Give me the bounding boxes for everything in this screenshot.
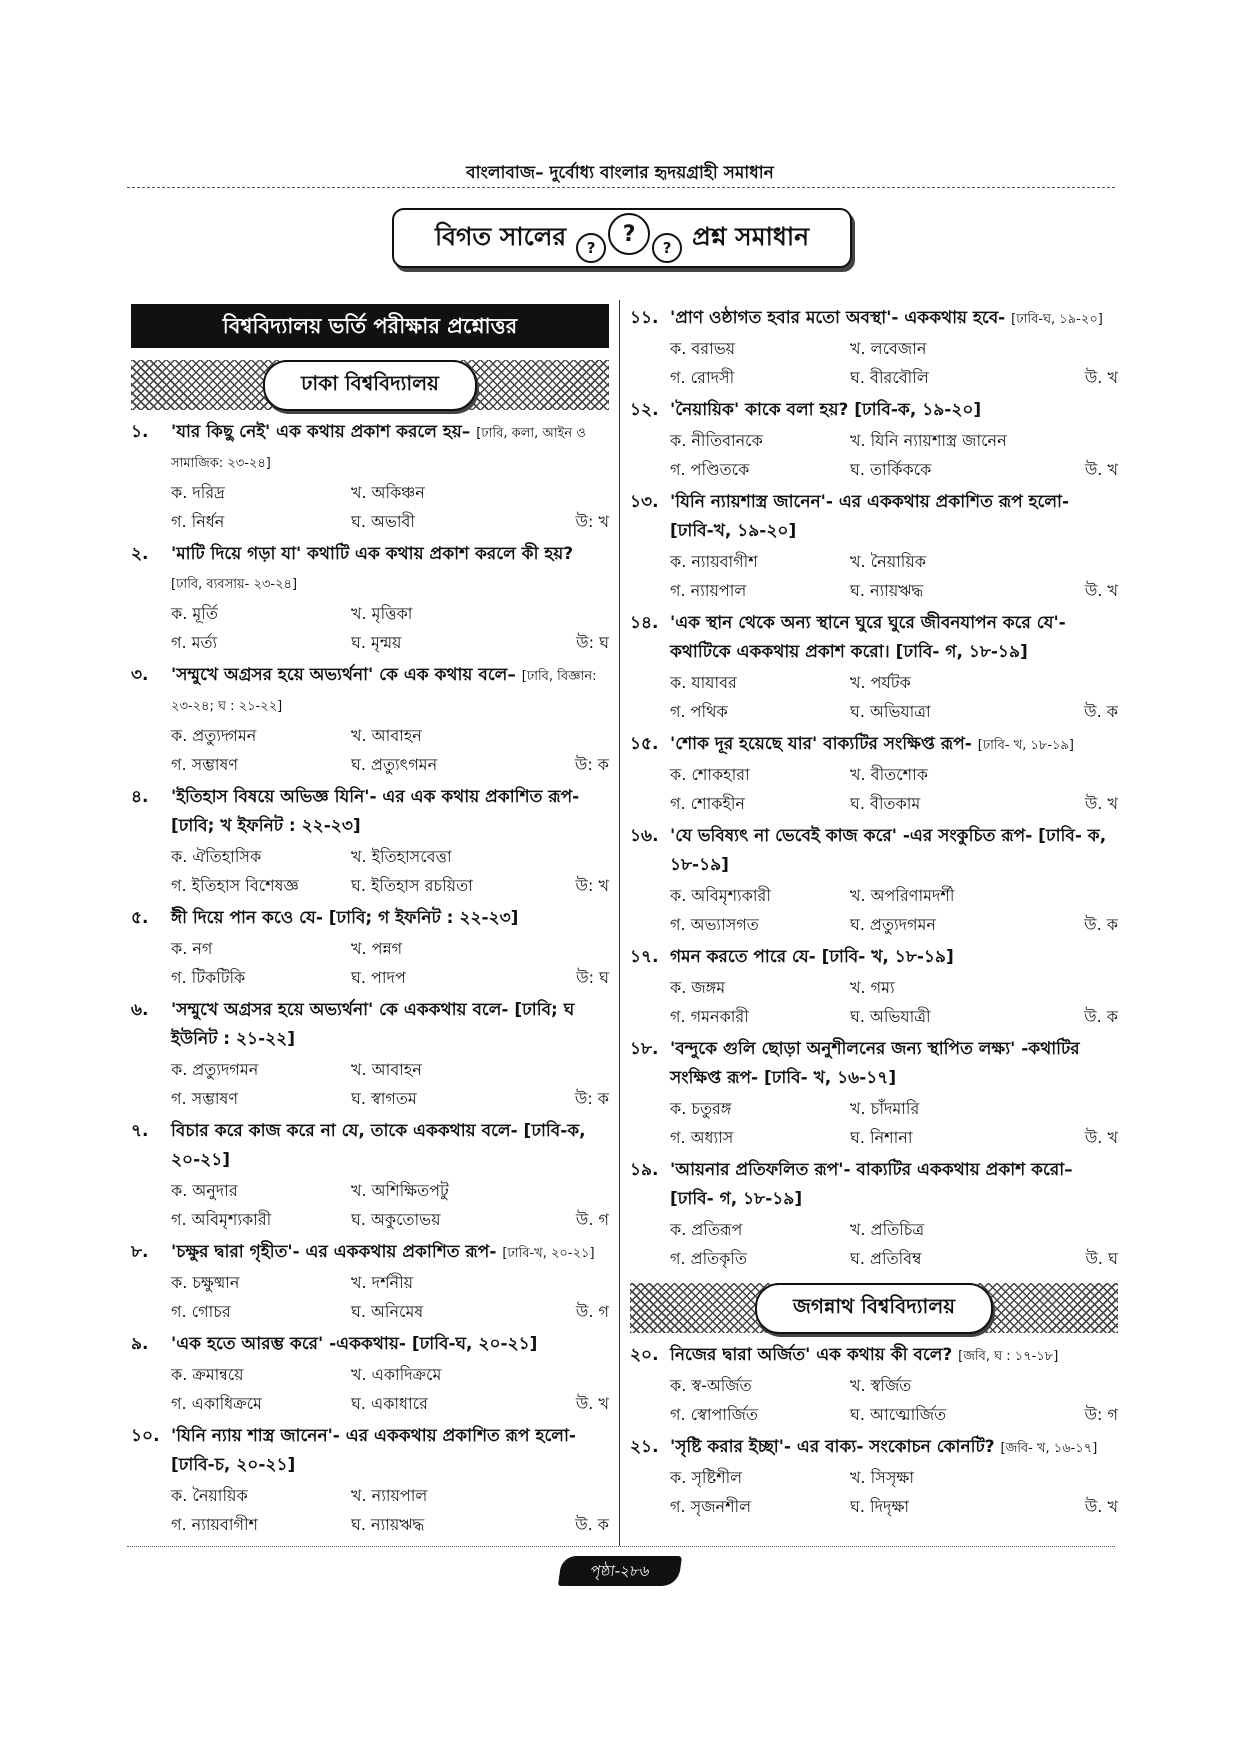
option-c: গ. রোদসী xyxy=(670,368,735,387)
question-number: ১৭. xyxy=(630,947,659,967)
option-a: ক. যাযাবর xyxy=(670,673,737,692)
option-d: ঘ. অভিযাত্রী xyxy=(850,1007,931,1026)
answer-label: উ: ক xyxy=(574,1089,609,1108)
option-d: ঘ. ন্যায়ঋদ্ধ xyxy=(850,581,924,600)
option-a: ক. শোকহারা xyxy=(670,765,750,784)
option-a: ক. বরাভয় xyxy=(670,339,736,358)
option-b: খ. অশিক্ষিতপটু xyxy=(351,1181,449,1200)
question-source: [ঢাবি-ঘ, ১৯-২০] xyxy=(1011,312,1103,327)
university-heading-dhaka xyxy=(131,360,609,410)
option-d: ঘ. একাধারে xyxy=(351,1394,428,1413)
question-item xyxy=(131,540,609,657)
option-a: ক. নৈয়ায়িক xyxy=(171,1486,248,1505)
option-d: ঘ. ইতিহাস রচয়িতা xyxy=(351,876,473,895)
question-item xyxy=(131,996,609,1113)
answer-label: উ. গ xyxy=(575,1210,609,1229)
big-bubble-icon: ? xyxy=(608,213,650,255)
answer-label: উ: ঘ xyxy=(576,633,609,652)
answer-label: উ. ক xyxy=(1084,1007,1118,1026)
option-d: ঘ. ন্যায়ঋদ্ধ xyxy=(351,1515,425,1534)
option-a: ক. জঙ্গম xyxy=(670,978,726,997)
chapter-banner xyxy=(392,208,852,268)
option-d: ঘ. তার্কিককে xyxy=(850,460,932,479)
question-number: ২. xyxy=(131,544,149,564)
answer-label: উ. ক xyxy=(575,1515,609,1534)
option-b: খ. বীতশোক xyxy=(850,765,928,784)
question-item xyxy=(630,609,1118,726)
option-d: ঘ. প্রতিবিম্ব xyxy=(850,1249,922,1268)
option-a: ক. মূর্তি xyxy=(171,604,218,623)
option-c: গ. শোকহীন xyxy=(670,794,745,813)
question-list-jagannath xyxy=(630,1341,1118,1521)
question-source: [ঢাবি, বিজ্ঞান: ২৩-২৪; ঘ : ২১-২২] xyxy=(171,669,597,714)
column-divider xyxy=(619,300,620,1546)
question-number: ১০. xyxy=(131,1426,160,1446)
question-source: [ঢাবি- খ, ১৮-১৯] xyxy=(977,738,1074,753)
question-number: ১. xyxy=(131,422,149,442)
option-c: গ. নির্ধন xyxy=(171,512,225,531)
option-a: ক. প্রত্যুদগমন xyxy=(171,1060,259,1079)
question-source: [ঢাবি, কলা, আইন ও সামাজিক: ২৩-২৪] xyxy=(171,426,586,471)
right-column xyxy=(630,304,1118,1525)
small-bubble-icon: ? xyxy=(576,233,606,263)
option-c: গ. সম্ভাষণ xyxy=(171,755,239,774)
option-a: ক. নীতিবানকে xyxy=(670,431,763,450)
question-text: 'আয়নার প্রতিফলিত রূপ'- বাক্যটির এককথায় প্রকাশ করো– [ঢাবি- গ, ১৮-১৯] xyxy=(670,1160,1073,1209)
option-c: গ. প্রতিকৃতি xyxy=(670,1249,747,1268)
question-item xyxy=(131,1117,609,1234)
question-text: 'এক স্থান থেকে অন্য স্থানে ঘুরে ঘুরে জীবনযাপন করে যে'- কথাটিকে এককথায় প্রকাশ করো। [ঢাবি- গ, ১৮-১৯] xyxy=(670,613,1066,662)
question-source: [জবি- খ, ১৬-১৭] xyxy=(1000,1441,1098,1456)
answer-label: উ. খ xyxy=(1084,460,1118,479)
question-text: 'এক হতে আরম্ভ করে' -এককথায়- [ঢাবি-ঘ, ২০-২১] xyxy=(171,1334,538,1354)
question-text: 'শোক দূর হয়েছে যার' বাক্যটির সংক্ষিপ্ত রূপ- [ঢাবি- খ, ১৮-১৯] xyxy=(670,734,1074,754)
answer-label: উ: খ xyxy=(575,512,609,531)
option-c: গ. স্বোপার্জিত xyxy=(670,1405,758,1424)
question-number: ১৯. xyxy=(630,1160,659,1180)
option-c: গ. গমনকারী xyxy=(670,1007,749,1026)
option-d: ঘ. অভিযাত্রা xyxy=(850,702,931,721)
option-c: গ. গোচর xyxy=(171,1302,231,1321)
header-divider xyxy=(127,187,1115,188)
option-b: খ. আবাহন xyxy=(351,1060,422,1079)
question-text: 'নৈয়ায়িক' কাকে বলা হয়? [ঢাবি-ক, ১৯-২০] xyxy=(670,400,982,420)
question-number: ৬. xyxy=(131,1000,149,1020)
footer-divider xyxy=(127,1546,1115,1547)
option-c: গ. অবিমৃশ্যকারী xyxy=(171,1210,272,1229)
section-title: বিশ্ববিদ্যালয় ভর্তি পরীক্ষার প্রশ্নোত্তর xyxy=(131,304,609,348)
question-item xyxy=(131,418,609,536)
question-number: ৪. xyxy=(131,787,149,807)
question-text: বিচার করে কাজ করে না যে, তাকে এককথায় বলে- [ঢাবি-ক, ২০-২১] xyxy=(171,1121,586,1170)
option-b: খ. প্রতিচিত্র xyxy=(850,1220,925,1239)
option-a: ক. প্রতিরূপ xyxy=(670,1220,743,1239)
option-b: খ. নৈয়ায়িক xyxy=(850,552,926,571)
question-item xyxy=(131,1238,609,1326)
question-item xyxy=(630,396,1118,484)
option-c: গ. ন্যায়পাল xyxy=(670,581,747,600)
question-text: ঈী দিয়ে পান কওে যে- [ঢাবি; গ ইফনিট : ২২-২৩] xyxy=(171,908,519,928)
running-header: বাংলাবাজ– দুর্বোধ্য বাংলার হৃদয়গ্রাহী সমাধান xyxy=(466,163,774,183)
question-item xyxy=(630,730,1118,818)
option-d: ঘ. বীতকাম xyxy=(850,794,921,813)
option-d: ঘ. পাদপ xyxy=(351,968,406,987)
option-a: ক. নগ xyxy=(171,939,213,958)
option-b: খ. পর্যটক xyxy=(850,673,911,692)
option-b: খ. দর্শনীয় xyxy=(351,1273,414,1292)
question-number: ৫. xyxy=(131,908,149,928)
option-b: খ. গম্য xyxy=(850,978,895,997)
question-text: 'যিনি ন্যায়শাস্ত্র জানেন'- এর এককথায় প্রকাশিত রূপ হলো- [ঢাবি-খ, ১৯-২০] xyxy=(670,492,1070,541)
option-a: ক. অবিমৃশ্যকারী xyxy=(670,886,771,905)
option-b: খ. ইতিহাসবেত্তা xyxy=(351,847,452,866)
page-number: পৃষ্ঠা-২৮৬ xyxy=(558,1556,682,1586)
answer-label: উ. খ xyxy=(1084,581,1118,600)
question-item xyxy=(630,943,1118,1031)
option-b: খ. লবেজান xyxy=(850,339,927,358)
option-a: ক. সৃষ্টিশীল xyxy=(670,1468,743,1487)
answer-label: উ. খ xyxy=(1084,368,1118,387)
option-a: ক. ক্রমান্বয়ে xyxy=(171,1365,244,1384)
option-c: গ. ন্যায়বাগীশ xyxy=(171,1515,258,1534)
question-source: [ঢাবি, ব্যবসায়- ২৩-২৪] xyxy=(171,577,298,592)
question-text: 'যে ভবিষ্যৎ না ভেবেই কাজ করে' -এর সংকুচিত রূপ- [ঢাবি- ক, ১৮-১৯] xyxy=(670,826,1107,875)
question-text: 'যার কিছু নেই' এক কথায় প্রকাশ করলে হয়– [ঢাবি, কলা, আইন ও সামাজিক: ২৩-২৪] xyxy=(171,422,586,471)
option-c: গ. মর্ত্য xyxy=(171,633,218,652)
question-number: ১৮. xyxy=(630,1039,659,1059)
option-d: ঘ. অকুতোভয় xyxy=(351,1210,441,1229)
option-b: খ. সিসৃক্ষা xyxy=(850,1468,914,1487)
question-text: 'চক্ষুর দ্বারা গৃহীত'- এর এককথায় প্রকাশিত রূপ- [ঢাবি-খ, ২০-২১] xyxy=(171,1242,595,1262)
option-d: ঘ. মৃন্ময় xyxy=(351,633,402,652)
question-list-left xyxy=(131,418,609,1539)
question-number: ৭. xyxy=(131,1121,149,1141)
question-text: 'প্রাণ ওষ্ঠাগত হবার মতো অবস্থা'- এককথায় হবে- [ঢাবি-ঘ, ১৯-২০] xyxy=(670,308,1103,328)
question-item xyxy=(131,904,609,992)
option-c: গ. পণ্ডিতকে xyxy=(670,460,750,479)
option-d: ঘ. আত্মোর্জিত xyxy=(850,1405,947,1424)
question-text: 'মাটি দিয়ে গড়া যা' কথাটি এক কথায় প্রকাশ করলে কী হয়? [ঢাবি, ব্যবসায়- ২৩-২৪] xyxy=(171,544,574,592)
answer-label: উ: গ xyxy=(1084,1405,1118,1424)
answer-label: উ: খ xyxy=(575,876,609,895)
option-d: ঘ. অনিমেষ xyxy=(351,1302,424,1321)
question-number: ১২. xyxy=(630,400,659,420)
option-b: খ. যিনি ন্যায়শাস্ত্র জানেন xyxy=(850,431,1007,450)
answer-label: উ. খ xyxy=(575,1394,609,1413)
question-item xyxy=(630,1156,1118,1273)
option-d: ঘ. স্বাগতম xyxy=(351,1089,417,1108)
question-list-right xyxy=(630,304,1118,1273)
option-a: ক. অনুদার xyxy=(171,1181,238,1200)
question-text: 'সম্মুখে অগ্রসর হয়ে অভ্যর্থনা' কে এক কথায় বলে– [ঢাবি, বিজ্ঞান: ২৩-২৪; ঘ : ২১-২২] xyxy=(171,665,597,714)
option-a: ক. দরিদ্র xyxy=(171,483,225,502)
option-d: ঘ. বীরবৌলি xyxy=(850,368,929,387)
question-number: ২১. xyxy=(630,1437,659,1457)
option-d: ঘ. দিদৃক্ষা xyxy=(850,1497,910,1516)
answer-label: উ. ক xyxy=(1084,915,1118,934)
question-number: ৯. xyxy=(131,1334,149,1354)
question-item xyxy=(630,488,1118,605)
question-text: নিজের দ্বারা অর্জিত' এক কথায় কী বলে? [জবি, ঘ : ১৭-১৮] xyxy=(670,1345,1059,1365)
question-text: 'যিনি ন্যায় শাস্ত্র জানেন'- এর এককথায় প্রকাশিত রূপ হলো- [ঢাবি-চ, ২০-২১] xyxy=(171,1426,576,1475)
question-item xyxy=(630,1341,1118,1429)
question-item xyxy=(131,1330,609,1418)
option-c: গ. সৃজনশীল xyxy=(670,1497,752,1516)
question-item xyxy=(131,661,609,779)
option-b: খ. পন্নগ xyxy=(351,939,403,958)
question-number: ১৬. xyxy=(630,826,659,846)
question-source: [জবি, ঘ : ১৭-১৮] xyxy=(958,1349,1059,1364)
university-label: জগন্নাথ বিশ্ববিদ্যালয় xyxy=(755,1283,993,1334)
option-c: গ. অধ্যাস xyxy=(670,1128,734,1147)
option-a: ক. ন্যায়বাগীশ xyxy=(670,552,758,571)
option-d: ঘ. প্রত্যুদগমন xyxy=(850,915,936,934)
banner-right-text: প্রশ্ন সমাধান xyxy=(692,221,810,251)
question-item xyxy=(131,783,609,900)
university-heading-jagannath xyxy=(630,1283,1118,1333)
question-text: 'সৃষ্টি করার ইচ্ছা'- এর বাক্য- সংকোচন কোনটি? [জবি- খ, ১৬-১৭] xyxy=(670,1437,1098,1457)
question-number: ১৫. xyxy=(630,734,659,754)
answer-label: উ. খ xyxy=(1084,794,1118,813)
question-bubbles-icon xyxy=(576,213,682,263)
left-column xyxy=(131,304,609,1543)
question-text: 'বন্দুকে গুলি ছোড়া অনুশীলনের জন্য স্থাপিত লক্ষ্য' -কথাটির সংক্ষিপ্ত রূপ- [ঢাবি- খ, ১৬-১৭] xyxy=(670,1039,1080,1088)
question-item xyxy=(630,304,1118,392)
option-a: ক. ঐতিহাসিক xyxy=(171,847,262,866)
option-b: খ. স্বর্জিত xyxy=(850,1376,912,1395)
option-c: গ. সম্ভাষণ xyxy=(171,1089,239,1108)
option-b: খ. মৃত্তিকা xyxy=(351,604,413,623)
question-item xyxy=(131,1422,609,1539)
option-c: গ. অভ্যাসগত xyxy=(670,915,759,934)
option-b: খ. আবাহন xyxy=(351,726,422,745)
question-source: [ঢাবি-খ, ২০-২১] xyxy=(502,1246,595,1261)
option-d: ঘ. প্রত্যুৎগমন xyxy=(351,755,438,774)
option-b: খ. চাঁদমারি xyxy=(850,1099,920,1118)
option-b: খ. একাদিক্রমে xyxy=(351,1365,442,1384)
question-number: ১১. xyxy=(630,308,659,328)
question-number: ৩. xyxy=(131,665,149,685)
answer-label: উ. খ xyxy=(1084,1497,1118,1516)
question-item xyxy=(630,1433,1118,1521)
option-b: খ. ন্যায়পাল xyxy=(351,1486,428,1505)
question-number: ১৪. xyxy=(630,613,659,633)
option-a: ক. স্ব-অর্জিত xyxy=(670,1376,752,1395)
question-text: 'সম্মুখে অগ্রসর হয়ে অভ্যর্থনা' কে এককথায় বলে- [ঢাবি; ঘ ইউনিট : ২১-২২] xyxy=(171,1000,575,1049)
option-a: ক. চক্ষুষ্মান xyxy=(171,1273,240,1292)
option-d: ঘ. অভাবী xyxy=(351,512,415,531)
answer-label: উ. গ xyxy=(575,1302,609,1321)
answer-label: উ: ঘ xyxy=(576,968,609,987)
university-label: ঢাকা বিশ্ববিদ্যালয় xyxy=(263,360,477,411)
option-a: ক. চতুরঙ্গ xyxy=(670,1099,732,1118)
answer-label: উ: ক xyxy=(574,755,609,774)
small-bubble-icon: ? xyxy=(652,233,682,263)
question-number: ২০. xyxy=(630,1345,659,1365)
option-c: গ. একাধিক্রমে xyxy=(171,1394,262,1413)
question-text: গমন করতে পারে যে- [ঢাবি- খ, ১৮-১৯] xyxy=(670,947,954,967)
question-number: ৮. xyxy=(131,1242,149,1262)
option-a: ক. প্রত্যুদ্গমন xyxy=(171,726,257,745)
answer-label: উ. খ xyxy=(1084,1128,1118,1147)
option-c: গ. পথিক xyxy=(670,702,728,721)
question-number: ১৩. xyxy=(630,492,659,512)
option-d: ঘ. নিশানা xyxy=(850,1128,913,1147)
option-b: খ. অপরিণামদর্শী xyxy=(850,886,955,905)
banner-left-text: বিগত সালের xyxy=(434,221,567,251)
question-text: 'ইতিহাস বিষয়ে অভিজ্ঞ যিনি'- এর এক কথায় প্রকাশিত রূপ- [ঢাবি; খ ইফনিট : ২২-২৩] xyxy=(171,787,580,836)
option-c: গ. টিকটিকি xyxy=(171,968,246,987)
option-b: খ. অকিঞ্চন xyxy=(351,483,425,502)
option-c: গ. ইতিহাস বিশেষজ্ঞ xyxy=(171,876,299,895)
answer-label: উ. ক xyxy=(1084,702,1118,721)
answer-label: উ. ঘ xyxy=(1085,1249,1118,1268)
question-item xyxy=(630,1035,1118,1152)
question-item xyxy=(630,822,1118,939)
